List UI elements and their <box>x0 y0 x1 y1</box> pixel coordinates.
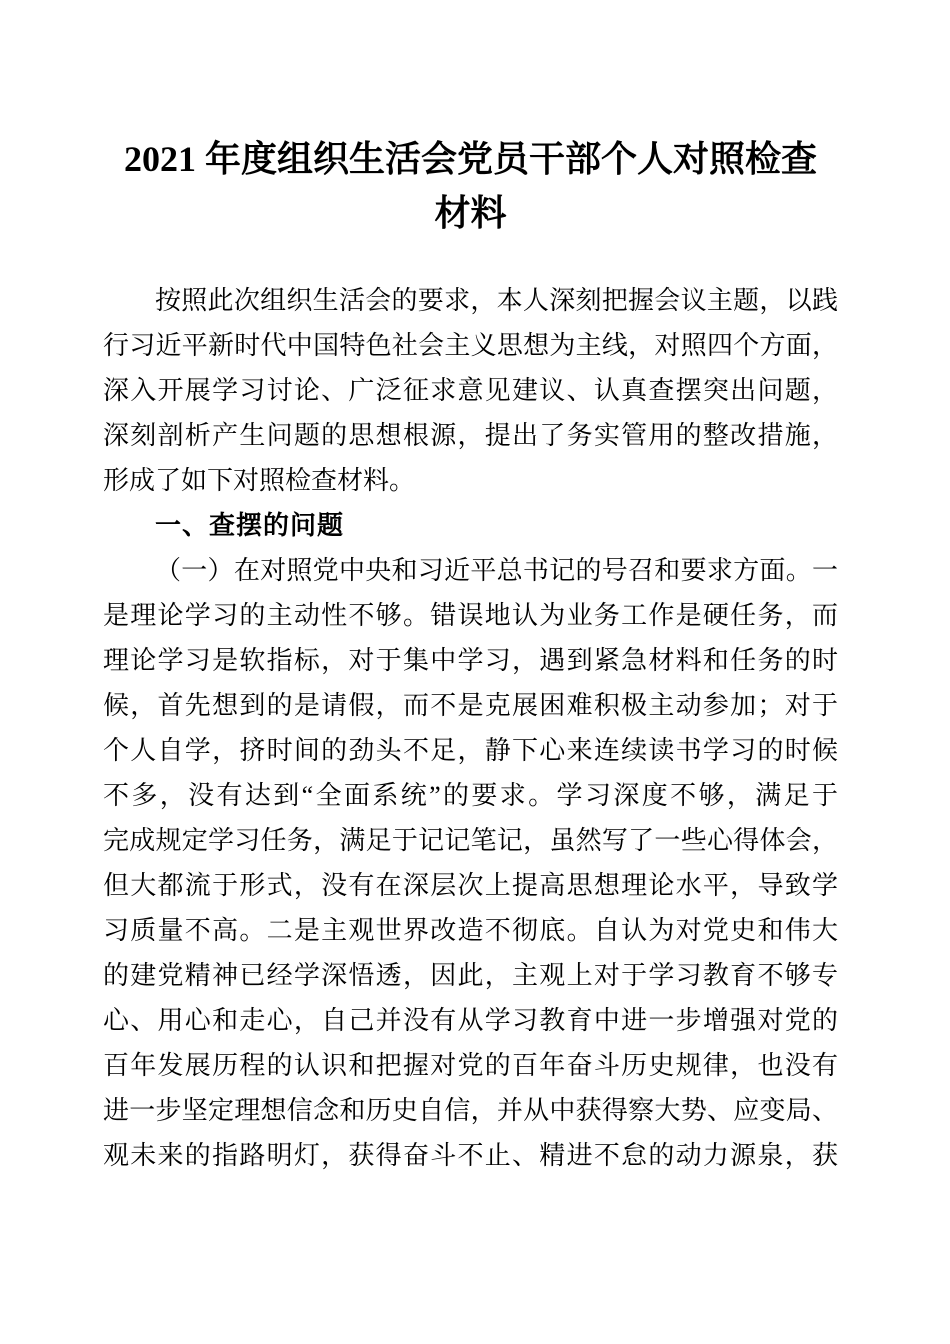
section-heading: 一、查摆的问题 <box>155 510 345 540</box>
paragraph-line: 心、用心和走心，自己并没有从学习教育中进一步增强对党的 <box>103 1006 838 1035</box>
intro-paragraph <box>103 278 838 503</box>
paragraph-line: 理论学习是软指标，对于集中学习，遇到紧急材料和任务的时 <box>103 646 838 675</box>
paragraph-line: 但大都流于形式，没有在深层次上提高思想理论水平，导致学 <box>103 871 838 900</box>
paragraph-line: 观未来的指路明灯，获得奋斗不止、精进不怠的动力源泉，获 <box>103 1141 838 1170</box>
paragraph-line: 深刻剖析产生问题的思想根源，提出了务实管用的整改措施， <box>103 421 838 450</box>
doc-title <box>103 132 838 240</box>
paragraph-line: 百年发展历程的认识和把握对党的百年奋斗历史规律，也没有 <box>103 1051 838 1080</box>
paragraph-line: 个人自学，挤时间的劲头不足，静下心来连续读书学习的时候 <box>103 736 838 765</box>
paragraph-line: 是理论学习的主动性不够。错误地认为业务工作是硬任务，而 <box>103 601 838 630</box>
paragraph-line: 行习近平新时代中国特色社会主义思想为主线，对照四个方面， <box>103 331 838 360</box>
paragraph-line: 不多，没有达到“全面系统”的要求。学习深度不够，满足于 <box>103 781 838 810</box>
paragraph-line: 按照此次组织生活会的要求，本人深刻把握会议主题，以践 <box>155 286 838 315</box>
paragraph-line: 的建党精神已经学深悟透，因此，主观上对于学习教育不够专 <box>103 961 838 990</box>
paragraph-line: 习质量不高。二是主观世界改造不彻底。自认为对党史和伟大 <box>103 916 838 945</box>
section-one-paragraph <box>103 548 838 1178</box>
paragraph-line: （一）在对照党中央和习近平总书记的号召和要求方面。一 <box>155 556 838 585</box>
doc-title-line-1: 2021 年度组织生活会党员干部个人对照检查 <box>123 139 817 179</box>
paragraph-line: 形成了如下对照检查材料。 <box>103 466 416 495</box>
paragraph-line: 进一步坚定理想信念和历史自信，并从中获得察大势、应变局、 <box>103 1096 838 1125</box>
paragraph-line: 深入开展学习讨论、广泛征求意见建议、认真查摆突出问题， <box>103 376 838 405</box>
doc-title-line-2: 材料 <box>434 193 507 233</box>
paragraph-line: 候，首先想到的是请假，而不是克展困难积极主动参加；对于 <box>103 691 838 720</box>
document-body <box>103 278 838 1178</box>
paragraph-line: 完成规定学习任务，满足于记记笔记，虽然写了一些心得体会， <box>103 826 838 855</box>
